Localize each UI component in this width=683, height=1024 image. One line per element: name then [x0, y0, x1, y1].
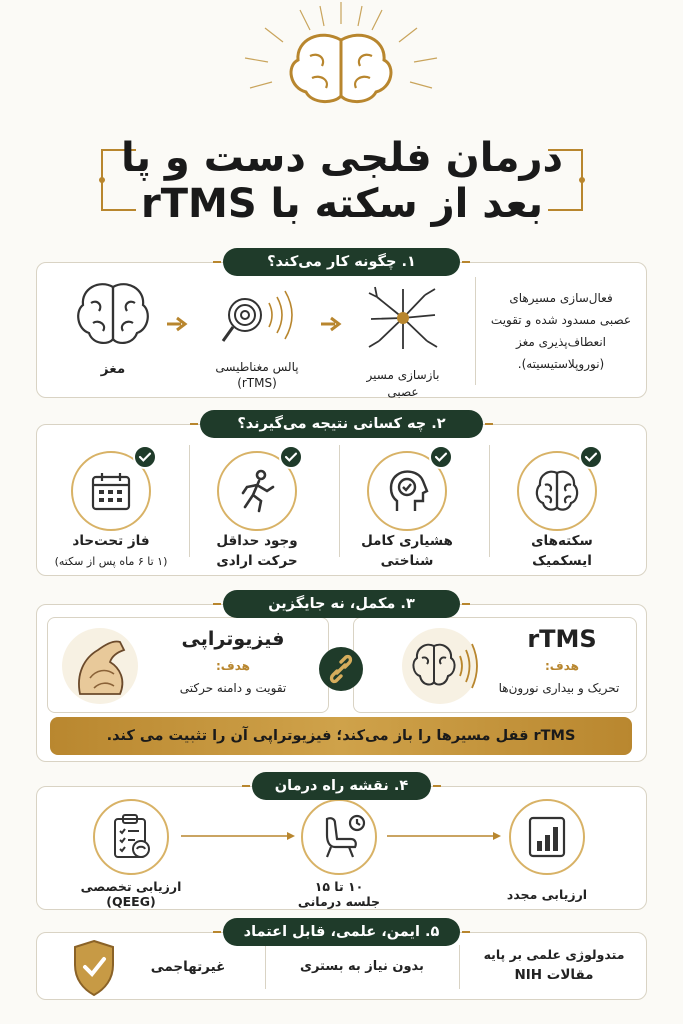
roadmap-arrow-2 [385, 831, 503, 841]
rtms-goal-label: هدف: [545, 659, 579, 673]
section-3-title: ۳. مکمل، نه جایگزین [223, 590, 460, 618]
running-person-icon [237, 469, 277, 513]
clipboard-icon [111, 813, 153, 861]
arrow-icon [165, 315, 191, 333]
trust-no-hospitalization: بدون نیاز به بستری [300, 959, 424, 974]
rtms-goal-text: تحریک و بیداری نورون‌ها [498, 681, 620, 695]
page-title-line-2: بعد از سکته با rTMS [141, 181, 543, 227]
physio-title: فیزیوتراپی [181, 628, 285, 650]
candidate-3-line-2: حرکت ارادی [216, 553, 298, 569]
candidate-1-line-1: سکته‌های [531, 533, 593, 549]
rtms-title: rTMS [527, 625, 597, 653]
trust-noninvasive: غیرتهاجمی [150, 959, 226, 975]
physio-goal-label: هدف: [216, 659, 250, 673]
brain-icon [73, 279, 153, 349]
neuron-icon [363, 283, 443, 353]
section-4-title: ۴. نقشه راه درمان [252, 772, 431, 800]
brain-icon [533, 469, 581, 513]
brain-waves-icon [406, 640, 486, 692]
divider [265, 945, 266, 989]
label-brain: مغز [100, 361, 126, 377]
treatment-chair-icon [317, 813, 367, 861]
check-badge-icon [579, 445, 603, 469]
candidate-2-line-2: شناختی [380, 553, 434, 569]
candidate-2-line-1: هشیاری کامل [361, 533, 453, 549]
chain-link-icon [319, 647, 363, 691]
brain-icon [291, 35, 391, 101]
page-title-line-1: درمان فلجی دست و پا [120, 135, 564, 181]
candidate-1-line-2: ایسکمیک [532, 553, 592, 569]
section-2-title: ۲. چه کسانی نتیجه می‌گیرند؟ [200, 410, 483, 438]
label-pulse-2: (rTMS) [237, 376, 277, 390]
physio-goal-text: تقویت و دامنه حرکتی [179, 681, 287, 695]
check-badge-icon [133, 445, 157, 469]
step-2-line-1: ۱۰ تا ۱۵ [314, 879, 364, 894]
check-badge-icon [429, 445, 453, 469]
section-1-title: ۱. چگونه کار می‌کند؟ [223, 248, 460, 276]
divider [475, 277, 476, 385]
shield-check-icon [71, 939, 117, 997]
section-4-panel [36, 786, 647, 910]
step-1-line-2: (QEEG) [106, 894, 156, 909]
trust-scientific-2: مقالات NIH [514, 967, 594, 983]
header-brain-illustration [0, 0, 683, 110]
roadmap-arrow-1 [179, 831, 297, 841]
label-rebuild: بازسازی مسیر عصبی [366, 368, 440, 399]
step-1-line-1: ارزیابی تخصصی [80, 879, 182, 894]
arm-muscle-icon [70, 634, 132, 698]
summary-banner: rTMS قفل مسیرها را باز می‌کند؛ فیزیوتراپی آن را تثبیت می کند. [50, 717, 632, 755]
divider [459, 945, 460, 989]
calendar-icon [89, 469, 133, 513]
arrow-icon [319, 315, 345, 333]
physiotherapy-card [47, 617, 329, 713]
candidate-3-line-1: وجود حداقل [216, 533, 298, 549]
label-pulse-1: پالس مغناطیسی [215, 360, 299, 374]
candidate-4-line-2: (۱ تا ۶ ماه پس از سکته) [54, 555, 168, 568]
rtms-card [353, 617, 637, 713]
section-1-description: فعال‌سازی مسیرهای عصبی مسدود شده و تقویت انعطاف‌پذیری مغز (نوروپلاستیسیته). [490, 291, 632, 371]
trust-scientific-1: متدولوژی علمی بر پایه [483, 947, 625, 962]
step-2-line-2: جلسه درمانی [297, 894, 381, 909]
section-2-panel [36, 424, 647, 576]
head-check-icon [383, 467, 431, 515]
magnetic-coil-icon [209, 285, 305, 345]
candidate-4-line-1: فاز تحت‌حاد [72, 533, 150, 549]
section-5-title: ۵. ایمن، علمی، قابل اعتماد [223, 918, 460, 946]
bar-chart-icon [527, 815, 567, 859]
step-3-label: ارزیابی مجدد [506, 887, 588, 902]
section-1-panel [36, 262, 647, 398]
link-badge [319, 647, 363, 691]
title-block [96, 130, 588, 230]
check-badge-icon [279, 445, 303, 469]
